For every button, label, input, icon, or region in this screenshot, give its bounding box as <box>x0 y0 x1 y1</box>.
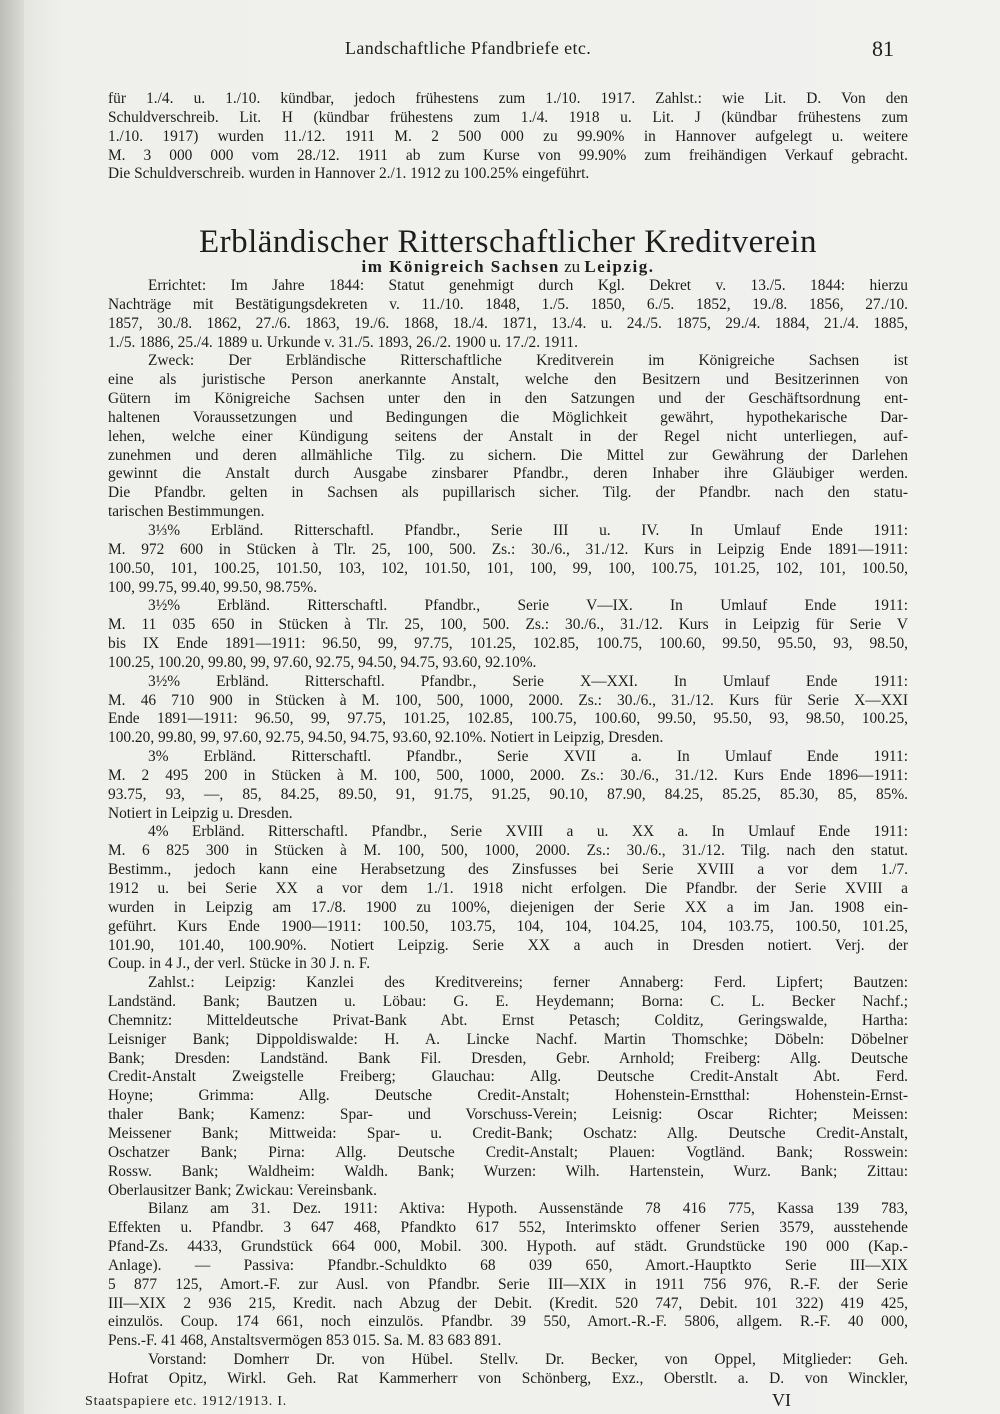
text-line: Ende 1891—1911: 96.50, 99, 97.75, 101.25, 102.85, 100.75, 100.60, 99.50, 95.50, 93, 98.50, 100.25, <box>108 710 908 728</box>
text-line: 1912 u. bei Serie XX a vor dem 1./1. 1918 nicht erfolgen. Die Pfandbr. der Serie XVIII a <box>108 880 908 897</box>
running-header <box>0 38 1000 62</box>
text-line: Nachträge mit Bestätigungsdekreten v. 11./10. 1848, 1./5. 1850, 6./5. 1852, 19./8. 1856, 27./10. <box>108 295 908 313</box>
text-line: M. 46 710 900 in Stücken à M. 100, 500, 1000, 2000. Zs.: 30./6., 31./12. Kurs für Serie X—XXI <box>108 691 908 709</box>
section-subtitle <box>108 257 908 277</box>
text-line: Anlage). — Passiva: Pfandbr.-Schuldkto 68 039 650, Amort.-Hauptkto Serie III—XIX <box>108 1256 908 1274</box>
text-line: M. 11 035 650 in Stücken à Tlr. 25, 100, 500. Zs.: 30./6., 31./12. Kurs in Leipzig für Serie V <box>108 616 908 634</box>
text-line: Schuldverschreib. Lit. H (kündbar frühestens zum 1./4. 1918 u. Lit. J (kündbar frühestens zum <box>108 108 908 126</box>
text-line: 1./10. 1917) wurden 11./12. 1911 M. 2 500 000 zu 99.90% in Hannover aufgelegt u. weitere <box>108 127 908 145</box>
text-line: 100.25, 100.20, 99.80, 99, 97.60, 92.75, 94.50, 94.75, 93.60, 92.10%. <box>108 653 537 671</box>
text-line: 3½% Erbländ. Ritterschaftl. Pfandbr., Serie V—IX. In Umlauf Ende 1911: <box>148 597 908 615</box>
text-line: tarischen Bestimmungen. <box>108 503 265 521</box>
text-line: einzulös. Coup. 174 661, noch einzulös. Pfandbr. 39 550, Amort.-R.-F. 5806, allgem. R.-F. 40 000, <box>108 1313 908 1331</box>
text-line: 100, 99.75, 99.40, 99.50, 98.75%. <box>108 578 318 596</box>
text-line: Zahlst.: Leipzig: Kanzlei des Kreditvereins; ferner Annaberg: Ferd. Lipfert; Bautzen: <box>148 974 908 992</box>
text-line: 93.75, 93, —, 85, 84.25, 89.50, 91, 91.75, 91.25, 90.10, 87.90, 84.25, 85.25, 85.30, 85, 85%. <box>108 785 908 803</box>
text-line: Die Pfandbr. gelten in Sachsen als pupillarisch sicher. Tilg. der Pfandbr. nach den statu- <box>108 484 908 502</box>
text-line: Leisniger Bank; Dippoldiswalde: H. A. Lincke Nachf. Martin Thomschke; Döbeln: Döbelner <box>108 1030 908 1048</box>
text-line: M. 6 825 300 in Stücken à M. 100, 500, 1000, 2000. Zs.: 30./6., 31./12. Tilg. nach den statut. <box>108 842 908 860</box>
text-line: M. 2 495 200 in Stücken à M. 100, 500, 1000, 2000. Zs.: 30./6., 31./12. Kurs Ende 1896—1911: <box>108 766 908 784</box>
text-line: lehen, welche einer Kündigung seitens der Anstalt in der Regel nicht unterliegen, auf- <box>108 427 908 445</box>
text-line: M. 972 600 in Stücken à Tlr. 25, 100, 500. Zs.: 30./6., 31./12. Kurs in Leipzig Ende 1891—1911: <box>108 540 908 558</box>
text-line: Errichtet: Im Jahre 1844: Statut genehmigt durch Kgl. Dekret v. 13./5. 1844: hierzu <box>148 277 908 294</box>
text-line: Meissener Bank; Mittweida: Spar- u. Credit-Bank; Oschatz: Allg. Deutsche Credit-Anstalt, <box>108 1124 908 1142</box>
text-line: für 1./4. u. 1./10. kündbar, jedoch frühestens zum 1./10. 1917. Zahlst.: wie Lit. D. Von den <box>108 90 908 107</box>
intro-paragraph <box>108 90 908 184</box>
text-line: 1857, 30./8. 1862, 27./6. 1863, 19./6. 1868, 18./4. 1871, 13./4. u. 24./5. 1875, 29./4. 1884, 21./4. 1885, <box>108 314 908 332</box>
text-line: 100.20, 99.80, 99, 97.60, 92.75, 94.50, 94.75, 93.60, 92.10%. Notiert in Leipzig, Dresden. <box>108 729 664 747</box>
text-line: Chemnitz: Mitteldeutsche Privat-Bank Abt. Ernst Petasch; Colditz, Geringswalde, Hartha: <box>108 1011 908 1029</box>
text-line: Bank; Dresden: Landständ. Bank Fil. Dresden, Gebr. Arnhold; Freiberg: Allg. Deutsche <box>108 1049 908 1067</box>
subtitle-city: Leipzig. <box>584 257 655 276</box>
text-line: 100.50, 101, 100.25, 101.50, 103, 102, 101.50, 101, 100, 99, 100, 100.75, 101.25, 102, 101, 100.50, <box>108 559 908 577</box>
text-line: Rossw. Bank; Waldheim: Waldh. Bank; Wurzen: Wilh. Hartenstein, Wurz. Bank; Zittau: <box>108 1162 908 1180</box>
page-number: 81 <box>872 36 894 61</box>
text-line: 1./5. 1886, 25./4. 1889 u. Urkunde v. 31./5. 1893, 26./2. 1900 u. 17./2. 1911. <box>108 333 578 351</box>
subtitle-kingdom: im Königreich Sachsen <box>361 257 560 276</box>
text-line: gewinnt die Anstalt durch Ausgabe zinsbarer Pfandbr., deren Inhaber ihre Gläubiger werden. <box>108 465 908 483</box>
text-line: Landständ. Bank; Bautzen u. Löbau: G. E. Heydemann; Borna: C. L. Becker Nachf.; <box>108 993 908 1011</box>
text-line: Bestimm., jedoch kann eine Herabsetzung des Zinsfusses bei Serie XVIII a vor dem 1./7. <box>108 861 908 879</box>
text-line: Hoyne; Grimma: Allg. Deutsche Credit-Anstalt; Hohenstein-Ernstthal: Hohenstein-Ernst- <box>108 1087 908 1105</box>
text-line: Credit-Anstalt Zweigstelle Freiberg; Glauchau: Allg. Deutsche Credit-Anstalt Abt. Ferd. <box>108 1068 908 1086</box>
subtitle-preposition: zu <box>564 257 581 276</box>
text-line: Pfand-Zs. 4433, Grundstück 664 000, Mobil. 300. Hypoth. auf städt. Grundstücke 190 000 (Kap.- <box>108 1238 908 1256</box>
text-line: 5 877 125, Amort.-F. zur Ausl. von Pfandbr. Serie III—XIX in 1911 756 976, R.-F. der Serie <box>108 1275 908 1293</box>
text-line: Notiert in Leipzig u. Dresden. <box>108 804 293 822</box>
section-title: Erbländischer Ritterschaftlicher Kreditverein <box>198 224 818 260</box>
text-line: 3½% Erbländ. Ritterschaftl. Pfandbr., Serie X—XXI. In Umlauf Ende 1911: <box>148 672 908 690</box>
running-title: Landschaftliche Pfandbriefe etc. <box>345 38 592 58</box>
text-line: bis IX Ende 1891—1911: 96.50, 99, 97.75, 101.25, 102.85, 100.75, 100.60, 99.50, 95.50, 93, 98.50, <box>108 635 908 653</box>
text-line: haltenen Voraussetzungen und Bedingungen die Möglichkeit gewährt, hypothekarische Dar- <box>108 408 908 426</box>
text-line: Oschatzer Bank; Pirna: Allg. Deutsche Credit-Anstalt; Plauen: Vogtländ. Bank; Rosswein: <box>108 1143 908 1161</box>
text-line: Gütern im Königreiche Sachsen unter den in den Satzungen und der Geschäftsordnung ent- <box>108 390 908 408</box>
text-line: M. 3 000 000 vom 28./12. 1911 ab zum Kurse von 99.90% zum freihändigen Verkauf gebracht. <box>108 146 908 164</box>
section-body <box>108 277 908 1389</box>
page-footer <box>0 1390 1000 1410</box>
text-line: 3⅓% Erbländ. Ritterschaftl. Pfandbr., Serie III u. IV. In Umlauf Ende 1911: <box>148 521 908 539</box>
text-line: Bilanz am 31. Dez. 1911: Aktiva: Hypoth. Aussenstände 78 416 775, Kassa 139 783, <box>148 1200 908 1218</box>
text-line: thaler Bank; Kamenz: Spar- und Vorschuss-Verein; Leisnig: Oscar Richter; Meissen: <box>108 1106 908 1124</box>
text-line: zunehmen und deren allmähliche Tilg. zu sichern. Die Mittel zur Gewährung der Darlehen <box>108 446 908 464</box>
text-line: eine als juristische Person anerkannte Anstalt, welche den Besitzern und Besitzerinnen von <box>108 371 908 389</box>
text-line: 3% Erbländ. Ritterschaftl. Pfandbr., Serie XVII a. In Umlauf Ende 1911: <box>148 748 908 766</box>
text-line: 101.90, 101.40, 100.90%. Notiert Leipzig. Serie XX a auch in Dresden notiert. Verj. der <box>108 936 908 954</box>
binding-gutter <box>0 0 24 1414</box>
text-line: Effekten u. Pfandbr. 3 647 468, Pfandkto 617 552, Interimskto offener Serien 3579, ausstehende <box>108 1219 908 1237</box>
text-line: geführt. Kurs Ende 1900—1911: 100.50, 103.75, 104, 104, 104.25, 104, 103.75, 100.50, 101.25, <box>108 917 908 935</box>
text-line: Hofrat Opitz, Wirkl. Geh. Rat Kammerherr von Schönberg, Exz., Oberstlt. a. D. von Winckler, <box>108 1369 908 1387</box>
text-line: Pens.-F. 41 468, Anstaltsvermögen 853 015. Sa. M. 83 683 891. <box>108 1332 502 1350</box>
text-line: Die Schuldverschreib. wurden in Hannover 2./1. 1912 zu 100.25% eingeführt. <box>108 165 590 183</box>
text-line: 4% Erbländ. Ritterschaftl. Pfandbr., Serie XVIII a u. XX a. In Umlauf Ende 1911: <box>148 823 908 841</box>
text-line: Oberlausitzer Bank; Zwickau: Vereinsbank. <box>108 1181 377 1199</box>
text-line: wurden in Leipzig am 17./8. 1900 zu 100%, diejenigen der Serie XX a im Jan. 1908 ein- <box>108 898 908 916</box>
footer-signature: Staatspapiere etc. 1912/1913. I. <box>85 1394 288 1409</box>
text-line: Coup. in 4 J., der verl. Stücke in 30 J. n. F. <box>108 955 371 973</box>
text-line: III—XIX 2 936 215, Kredit. nach Abzug der Debit. (Kredit. 520 747, Debit. 101 322) 419 425, <box>108 1294 908 1312</box>
text-line: Vorstand: Domherr Dr. von Hübel. Stellv. Dr. Becker, von Oppel, Mitglieder: Geh. <box>148 1351 908 1369</box>
text-line: Zweck: Der Erbländische Ritterschaftliche Kreditverein im Königreiche Sachsen ist <box>148 352 908 370</box>
footer-sheet-number: VI <box>772 1390 791 1410</box>
